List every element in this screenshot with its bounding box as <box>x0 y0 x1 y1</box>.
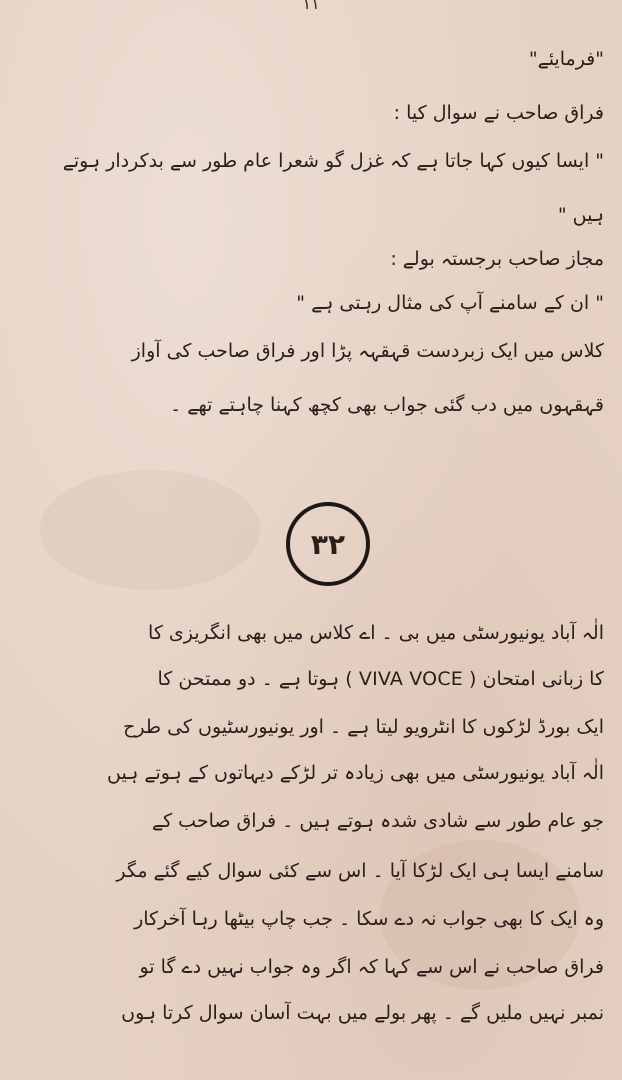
text-line: وہ ایک کا بھی جواب نہ دے سکا ۔ جب چاپ بیٹھا رہا آخرکار <box>134 908 604 930</box>
text-line: "فرمایئے" <box>528 48 604 70</box>
text-line: فراق صاحب نے اس سے کہا کہ اگر وہ جواب نہیں دے گا تو <box>139 956 604 978</box>
text-line: مجاز صاحب برجستہ بولے : <box>390 248 604 270</box>
text-line: کا زبانی امتحان ( VIVA VOCE ) ہوتا ہے ۔ دو ممتحن کا <box>157 668 604 690</box>
text-line: فراق صاحب نے سوال کیا : <box>393 102 604 124</box>
text-line: سامنے ایسا ہی ایک لڑکا آیا ۔ اس سے کئی سوال کیے گئے مگر <box>116 860 604 882</box>
text-line: ایک بورڈ لڑکوں کا انٹرویو لیتا ہے ۔ اور یونیورسٹیوں کی طرح <box>123 716 604 738</box>
text-line: نمبر نہیں ملیں گے ۔ پھر بولے میں بہت آسان سوال کرتا ہوں <box>121 1002 604 1024</box>
text-line: " ان کے سامنے آپ کی مثال رہتی ہے " <box>296 292 604 314</box>
text-line: جو عام طور سے شادی شدہ ہوتے ہیں ۔ فراق صاحب کے <box>151 810 604 832</box>
paper-stain <box>40 470 260 590</box>
text-line: ہیں " <box>557 204 604 226</box>
text-line: قہقہوں میں دب گئی جواب بھی کچھ کہنا چاہتے تھے ۔ <box>170 394 604 416</box>
section-number-badge: ۳۲ <box>286 502 370 586</box>
text-line: الٰہ آباد یونیورسٹی میں بھی زیادہ تر لڑکے دیہاتوں کے ہوتے ہیں <box>107 762 604 784</box>
page-number: ۱۱ <box>302 0 320 13</box>
text-line: الٰہ آباد یونیورسٹی میں بی ۔ اے کلاس میں بھی انگریزی کا <box>148 622 604 644</box>
text-line: کلاس میں ایک زبردست قہقہہ پڑا اور فراق صاحب کی آواز <box>131 340 604 362</box>
text-line: " ایسا کیوں کہا جاتا ہے کہ غزل گو شعرا عام طور سے بدکردار ہوتے <box>62 150 604 172</box>
